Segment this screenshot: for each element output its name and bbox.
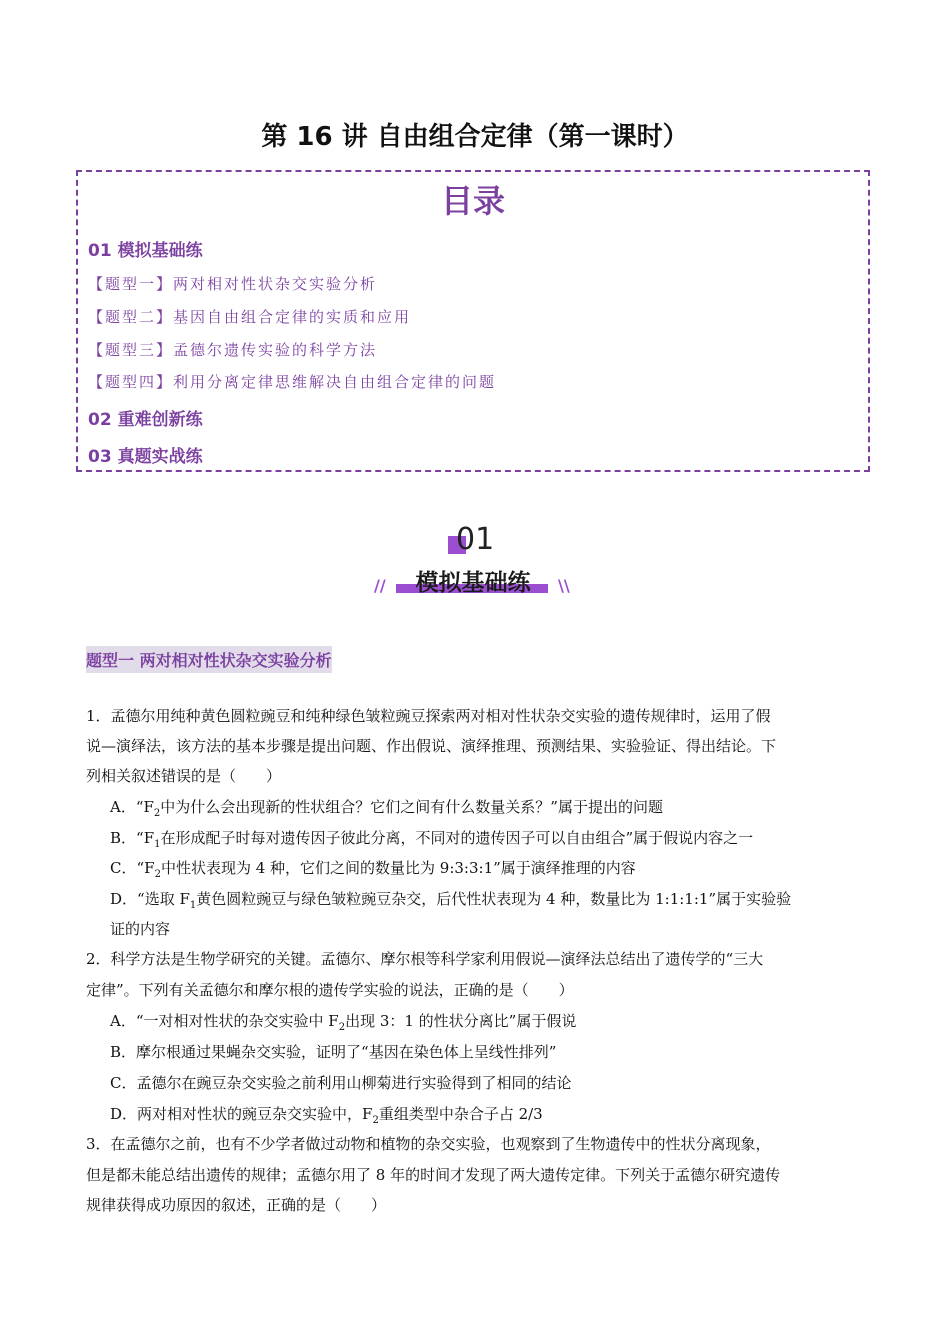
banner-number: 01 xyxy=(456,522,495,557)
q2-stem-line-1: 2．科学方法是生物学研究的关键。孟德尔、摩尔根等科学家利用假说—演绎法总结出了遗传学的“三大 xyxy=(86,950,764,968)
page-title: 第 16 讲 自由组合定律（第一课时） xyxy=(261,122,689,152)
q1-option-c[interactable]: C．“$F_2$中性状表现为 4 种，它们之间的数量比为 9:3:3:1”属于演绎推理的内容 xyxy=(110,859,636,880)
q1-stem-line-3: 列相关叙述错误的是（ ） xyxy=(86,767,282,785)
banner-title: 模拟基础练 xyxy=(415,570,531,596)
q3-stem-line-2: 但是都未能总结出遗传的规律；孟德尔用了 8 年的时间才发现了两大遗传定律。下列关于孟德尔研究遗传 xyxy=(86,1166,781,1184)
q2-option-b[interactable]: B．摩尔根通过果蝇杂交实验，证明了“基因在染色体上呈线性排列” xyxy=(110,1043,557,1061)
q1-option-d-line-2: 证的内容 xyxy=(110,920,171,938)
toc-item-1[interactable]: 【题型一】两对相对性状杂交实验分析 xyxy=(88,275,378,293)
q1-stem-line-2: 说—演绎法，该方法的基本步骤是提出问题、作出假说、演绎推理、预测结果、实验验证、得出结论。下 xyxy=(86,737,777,755)
toc-section-3[interactable]: 03 真题实战练 xyxy=(88,447,203,467)
toc-item-3[interactable]: 【题型三】孟德尔遗传实验的科学方法 xyxy=(88,341,378,359)
q3-stem-line-1: 3．在孟德尔之前，也有不少学者做过动物和植物的杂交实验，也观察到了生物遗传中的性状分离现象， xyxy=(86,1135,771,1153)
toc-item-4[interactable]: 【题型四】利用分离定律思维解决自由组合定律的问题 xyxy=(88,373,497,391)
banner-slash-left: // xyxy=(374,576,386,595)
table-of-contents xyxy=(76,170,870,472)
q1-option-d[interactable]: D．“选取 $F_1$黄色圆粒豌豆与绿色皱粒豌豆杂交，后代性状表现为 4 种，数量比为 1:1:1:1”属于实验验 xyxy=(110,890,792,911)
section-banner xyxy=(370,520,580,610)
toc-item-2[interactable]: 【题型二】基因自由组合定律的实质和应用 xyxy=(88,308,412,326)
question-type-label: 题型一 两对相对性状杂交实验分析 xyxy=(86,646,332,673)
banner-slash-right: \\ xyxy=(558,576,570,595)
toc-section-1[interactable]: 01 模拟基础练 xyxy=(88,241,203,261)
q2-option-d[interactable]: D．两对相对性状的豌豆杂交实验中，$F_2$重组类型中杂合子占 2/3 xyxy=(110,1105,543,1126)
q2-stem-line-2: 定律”。下列有关孟德尔和摩尔根的遗传学实验的说法，正确的是（ ） xyxy=(86,981,574,999)
toc-heading: 目录 xyxy=(440,182,505,220)
toc-section-2[interactable]: 02 重难创新练 xyxy=(88,410,203,430)
q3-stem-line-3: 规律获得成功原因的叙述，正确的是（ ） xyxy=(86,1196,387,1214)
q1-stem-line-1: 1．孟德尔用纯种黄色圆粒豌豆和纯种绿色皱粒豌豆探索两对相对性状杂交实验的遗传规律时，运用了假 xyxy=(86,707,771,725)
q1-option-b[interactable]: B．“$F_1$在形成配子时每对遗传因子彼此分离，不同对的遗传因子可以自由组合”属于假说内容之一 xyxy=(110,829,754,850)
q2-option-c[interactable]: C．孟德尔在豌豆杂交实验之前利用山柳菊进行实验得到了相同的结论 xyxy=(110,1074,572,1092)
q1-option-a[interactable]: A．“$F_2$中为什么会出现新的性状组合？它们之间有什么数量关系？”属于提出的问题 xyxy=(110,798,663,819)
q2-option-a[interactable]: A．“一对相对性状的杂交实验中 $F_2$出现 3：1 的性状分离比”属于假说 xyxy=(110,1012,577,1033)
